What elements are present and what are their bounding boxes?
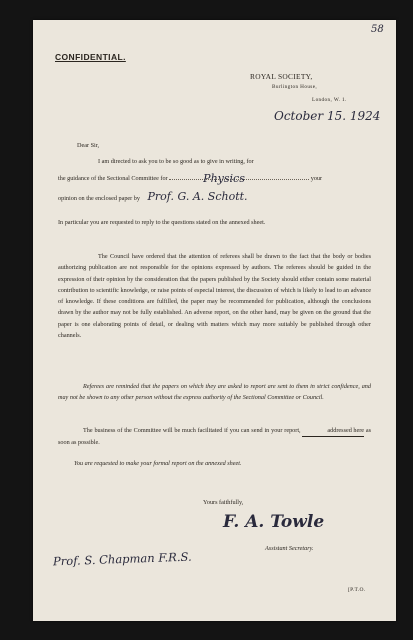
intro-line-1: I am directed to ask you to be so good as to give in writing, for bbox=[98, 158, 254, 165]
page-number: 58 bbox=[371, 24, 384, 35]
para-questions: In particular you are requested to reply to the questions stated on the annexed sheet. bbox=[58, 219, 266, 226]
committee-name: Physics bbox=[203, 172, 245, 185]
intro-line-2-start: the guidance of the Sectional Committee for bbox=[58, 175, 168, 182]
salutation: Dear Sir, bbox=[77, 142, 100, 149]
pto-note: [P.T.O. bbox=[348, 587, 366, 593]
intro-line-2-end: your bbox=[310, 175, 323, 182]
para-council: The Council have ordered that the attention of referees shall be drawn to the fact that the body or bodies authorizing publication are not responsible for the opinions expressed by authors. The referees should be guided in the expression of their opinion by the consideration that the papers published by the Society should either contain some material contribution to scientific knowledge, or raise points of especial interest, the discussion of which is likely to lead to an advance of knowledge. If these conditions are fulfilled, the paper may be recommended for publication, although the conclusions drawn by the author may not be fully established. An adverse report, on the other hand, may be given on the ground that the paper is one elaborating points of detail, or dealing with matters which may more suitably be published through other channels. bbox=[58, 253, 371, 340]
para-business-start: The business of the Committee will be much facilitated if you can send in your report, bbox=[83, 427, 301, 434]
para-formal: You are requested to make your formal report on the annexed sheet. bbox=[74, 460, 242, 467]
address-line-1: Burlington House, bbox=[272, 84, 318, 90]
signature: F. A. Towle bbox=[223, 512, 325, 532]
committee-field bbox=[169, 172, 309, 185]
org-name: ROYAL SOCIETY, bbox=[250, 72, 313, 81]
para-business bbox=[58, 425, 371, 449]
signatory-title: Assistant Secretary. bbox=[265, 545, 314, 552]
intro-line-3 bbox=[58, 191, 248, 204]
intro-line-2 bbox=[58, 173, 322, 184]
addressee: Prof. S. Chapman F.R.S. bbox=[52, 549, 192, 569]
closing: Yours faithfully, bbox=[203, 499, 244, 506]
addressed-here: addressed here bbox=[302, 425, 364, 437]
address-line-2: London, W. 1. bbox=[312, 97, 347, 103]
para-reminder: Referees are reminded that the papers on which they are asked to report are sent to them in strict confidence, and may not be shown to any other person without the express authority of the Sectional Committee or Council. bbox=[58, 383, 371, 402]
paper-author: Prof. G. A. Schott. bbox=[147, 190, 248, 203]
letter-date: October 15. 1924 bbox=[274, 109, 381, 123]
letter-sheet bbox=[33, 20, 396, 621]
intro-line-3-text: opinion on the enclosed paper by bbox=[58, 195, 140, 202]
para-business-end: as soon as possible. bbox=[58, 427, 371, 447]
confidential-heading: CONFIDENTIAL. bbox=[55, 52, 126, 62]
